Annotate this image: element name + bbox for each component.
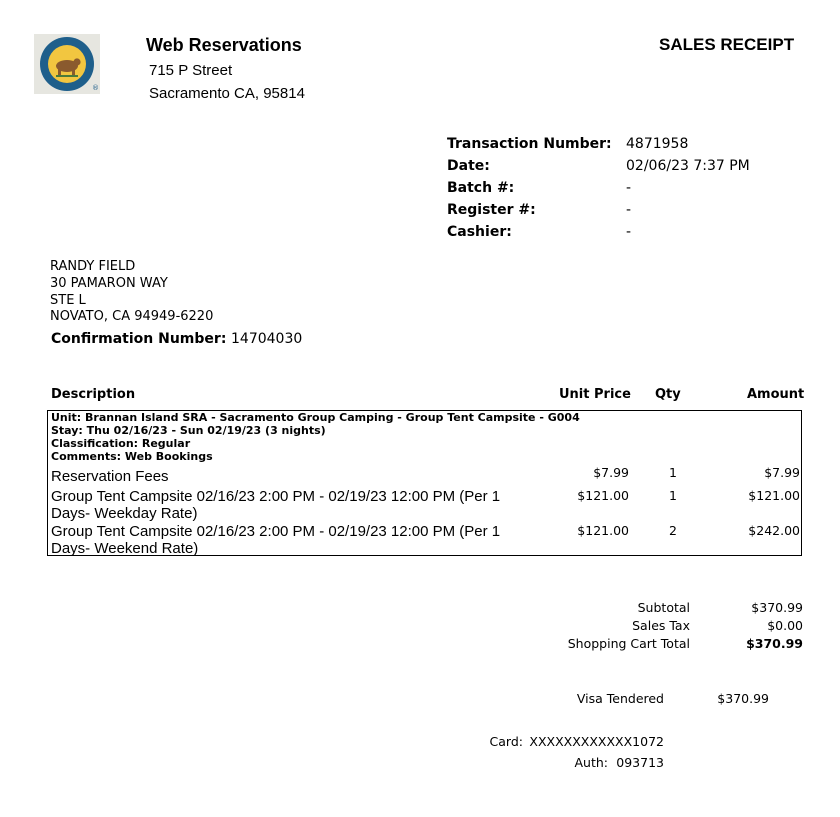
registered-mark: ® [92,84,99,92]
customer-address1: 30 PAMARON WAY [50,276,168,291]
org-address-line1: 715 P Street [149,62,233,79]
register-label: Register #: [447,202,536,218]
customer-address2: STE L [50,293,86,308]
register-value: - [626,202,632,218]
cart-total-label: Shopping Cart Total [567,636,690,651]
tender-value: $370.99 [717,691,769,706]
confirmation-label: Confirmation Number: [51,331,227,347]
line-item-description: Group Tent Campsite 02/16/23 2:00 PM - 02/19/23 12:00 PM (Per 1 Days- Weekday Rate) [51,488,501,522]
unit-info-line: Unit: Brannan Island SRA - Sacramento Group Camping - Group Tent Campsite - G004 [51,411,580,424]
auth-value: 093713 [616,755,664,770]
line-item-qty: 1 [669,465,677,480]
cart-total-value: $370.99 [746,636,803,651]
sales-tax-value: $0.00 [767,618,803,633]
california-state-parks-logo [34,34,100,94]
line-item-unit-price: $7.99 [593,465,629,480]
comments-info-line: Comments: Web Bookings [51,450,213,463]
cashier-label: Cashier: [447,224,512,240]
line-item-description: Group Tent Campsite 02/16/23 2:00 PM - 02/19/23 12:00 PM (Per 1 Days- Weekend Rate) [51,523,501,557]
transaction-number-value: 4871958 [626,136,689,152]
batch-label: Batch #: [447,180,515,196]
customer-name: RANDY FIELD [50,259,136,274]
confirmation-value: 14704030 [231,331,303,347]
org-address-line2: Sacramento CA, 95814 [149,85,305,102]
column-header-qty: Qty [655,387,681,402]
transaction-number-label: Transaction Number: [447,136,612,152]
date-label: Date: [447,158,490,174]
subtotal-value: $370.99 [751,600,803,615]
line-item-amount: $121.00 [748,488,800,503]
line-item-description: Reservation Fees [51,468,169,485]
line-item-amount: $7.99 [764,465,800,480]
card-value: XXXXXXXXXXXX1072 [529,734,664,749]
stay-info-line: Stay: Thu 02/16/23 - Sun 02/19/23 (3 nights) [51,424,326,437]
line-item-unit-price: $121.00 [577,523,629,538]
classification-info-line: Classification: Regular [51,437,191,450]
customer-city-line: NOVATO, CA 94949-6220 [50,309,214,324]
column-header-description: Description [51,387,136,402]
column-header-amount: Amount [747,387,805,402]
column-header-unit-price: Unit Price [559,387,631,402]
subtotal-label: Subtotal [637,600,690,615]
card-label: Card: [489,734,523,749]
date-value: 02/06/23 7:37 PM [626,158,750,174]
line-item-unit-price: $121.00 [577,488,629,503]
state-parks-seal-icon [34,34,100,94]
receipt-title: SALES RECEIPT [659,35,795,54]
tender-label: Visa Tendered [576,691,664,706]
sales-tax-label: Sales Tax [632,618,690,633]
line-item-qty: 2 [669,523,677,538]
batch-value: - [626,180,632,196]
auth-label: Auth: [574,755,608,770]
org-name: Web Reservations [146,35,302,55]
line-item-amount: $242.00 [748,523,800,538]
line-item-qty: 1 [669,488,677,503]
cashier-value: - [626,224,632,240]
